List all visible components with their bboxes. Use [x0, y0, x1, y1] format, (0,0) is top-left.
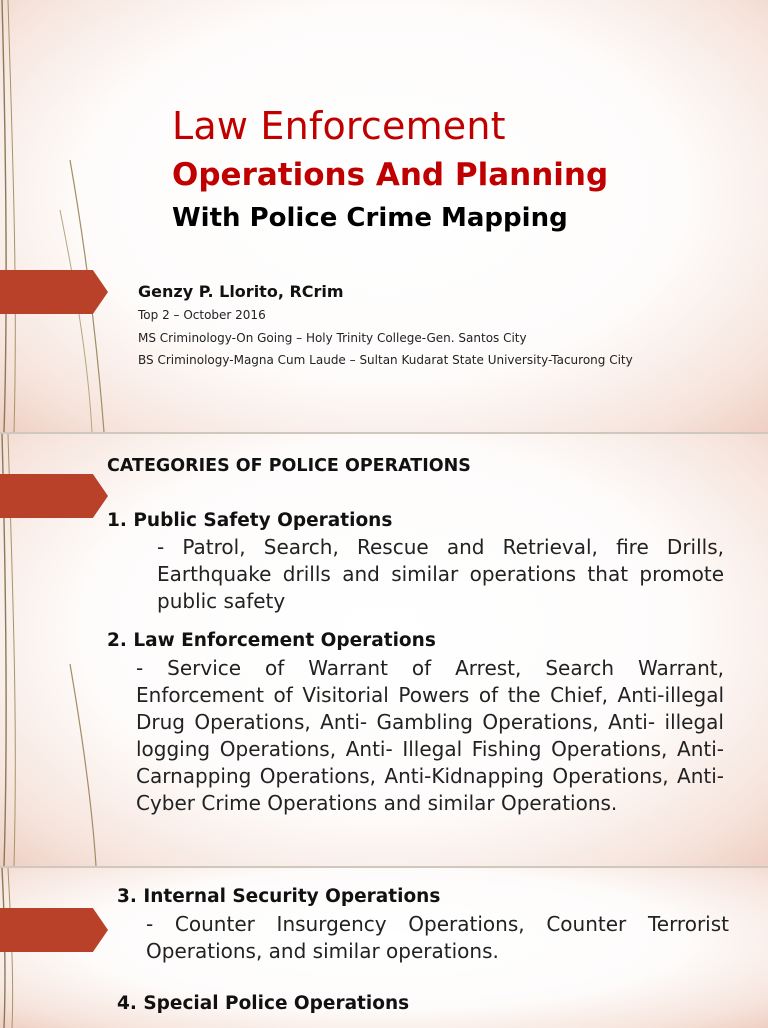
accent-tab: [0, 474, 108, 518]
categories-slide: [0, 434, 768, 866]
category-title: 4. Special Police Operations: [117, 993, 410, 1014]
category-title: 2. Law Enforcement Operations: [107, 630, 436, 651]
author-credential: MS Criminology-On Going – Holy Trinity College-Gen. Santos City: [138, 331, 527, 345]
categories-slide-continued: [0, 868, 768, 1028]
author-credential: Top 2 – October 2016: [138, 308, 266, 322]
author-credential: BS Criminology-Magna Cum Laude – Sultan Kudarat State University-Tacurong City: [138, 353, 633, 367]
category-title: 3. Internal Security Operations: [117, 886, 441, 907]
category-description: - Patrol, Search, Rescue and Retrieval, fire Drills, Earthquake drills and similar operations that promote public safety: [157, 535, 724, 613]
category-title: 1. Public Safety Operations: [107, 510, 393, 531]
decorative-lines: [0, 0, 110, 432]
category-description: - Service of Warrant of Arrest, Search Warrant, Enforcement of Visitorial Powers of the Chief, Anti-illegal Drug Operations, Anti- Gambling Operations, Anti- illegal logging Operations, Anti- Illegal Fishing Operations, Anti- Carnapping Operations, Anti-Kidnapping Operations, Anti- Cyber Crime Operations and similar Operations.: [136, 656, 724, 815]
presentation-title: Law Enforcement: [172, 104, 506, 148]
author-name: Genzy P. Llorito, RCrim: [138, 282, 344, 301]
accent-tab: [0, 270, 108, 314]
presentation-subtitle: Operations And Planning: [172, 157, 609, 193]
accent-tab: [0, 908, 108, 952]
category-description: - Counter Insurgency Operations, Counter Terrorist Operations, and similar operations.: [146, 912, 729, 963]
presentation-subtitle-2: With Police Crime Mapping: [172, 203, 568, 233]
title-slide: [0, 0, 768, 432]
slide-heading: CATEGORIES OF POLICE OPERATIONS: [107, 456, 471, 476]
